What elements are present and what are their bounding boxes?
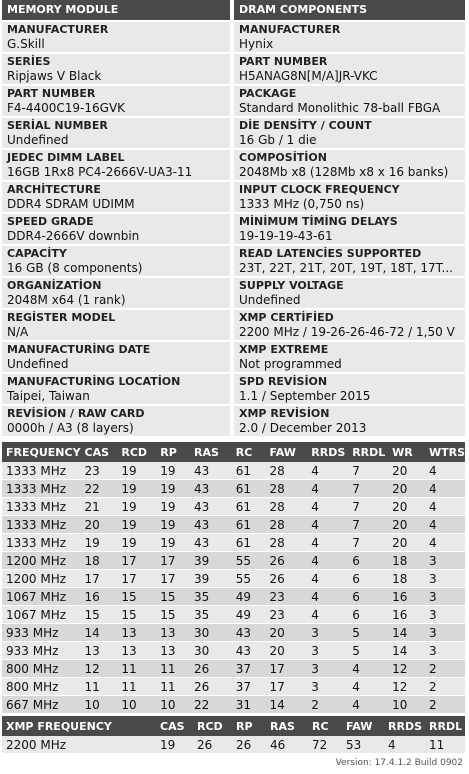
table-cell: 16 (81, 588, 118, 606)
table-cell: 19 (117, 516, 156, 534)
table-cell: 43 (232, 642, 266, 660)
field-value: Standard Monolithic 78-ball FBGA (239, 101, 441, 115)
field-value: 23T, 22T, 21T, 20T, 19T, 18T, 17T... (239, 261, 453, 275)
table-row (2, 696, 465, 714)
field-label: COMPOSİTİON (239, 151, 327, 164)
table-cell: 19 (117, 498, 156, 516)
table-cell: 17 (81, 570, 118, 588)
field-label: DİE DENSİTY / COUNT (239, 119, 372, 132)
memory-module-field (2, 374, 230, 404)
column-header: RP (156, 442, 190, 462)
dram-components-field (234, 86, 465, 116)
memory-module-field (2, 22, 230, 52)
dram-components-field (234, 278, 465, 308)
table-cell: 6 (348, 570, 388, 588)
table-cell: 2 (425, 696, 465, 714)
table-cell: 1067 MHz (2, 588, 81, 606)
field-value: 1333 MHz (0,750 ns) (239, 197, 365, 211)
table-cell: 3 (425, 606, 465, 624)
field-label: REGİSTER MODEL (7, 311, 116, 324)
table-cell: 35 (190, 606, 232, 624)
column-header: WR (388, 442, 425, 462)
table-cell: 2 (425, 678, 465, 696)
memory-module-field (2, 214, 230, 244)
column-header: RAS (190, 442, 232, 462)
table-cell: 4 (307, 606, 348, 624)
field-label: CAPACİTY (7, 247, 67, 260)
table-cell: 43 (190, 480, 232, 498)
table-cell: 4 (425, 498, 465, 516)
table-cell: 23 (265, 588, 307, 606)
table-cell: 1333 MHz (2, 534, 81, 552)
table-row (2, 552, 465, 570)
column-header: RCD (117, 442, 156, 462)
field-value: Undefined (7, 357, 69, 371)
dram-components-field (234, 406, 465, 436)
table-cell: 14 (388, 642, 425, 660)
memory-module-field (2, 310, 230, 340)
field-value: 2200 MHz / 19-26-26-46-72 / 1,50 V (239, 325, 455, 339)
table-cell: 28 (265, 534, 307, 552)
dram-components-title: DRAM COMPONENTS (239, 3, 368, 16)
table-row (2, 588, 465, 606)
table-cell: 3 (425, 570, 465, 588)
field-label: SUPPLY VOLTAGE (239, 279, 344, 292)
table-cell: 14 (388, 624, 425, 642)
table-cell: 3 (307, 642, 348, 660)
column-header: FAW (265, 442, 307, 462)
column-header: RC (308, 716, 342, 736)
memory-module-field (2, 150, 230, 180)
table-cell: 5 (348, 624, 388, 642)
table-cell: 11 (156, 678, 190, 696)
field-value: 16GB 1Rx8 PC4-2666V-UA3-11 (7, 165, 193, 179)
table-row (2, 498, 465, 516)
table-cell: 17 (265, 660, 307, 678)
table-cell: 19 (81, 534, 118, 552)
table-cell: 4 (307, 480, 348, 498)
field-label: MİNİMUM TİMİNG DELAYS (239, 215, 398, 228)
table-cell: 12 (388, 660, 425, 678)
table-cell: 10 (156, 696, 190, 714)
column-header: RRDS (307, 442, 348, 462)
column-header: FAW (342, 716, 384, 736)
column-header: RRDL (425, 716, 465, 736)
table-cell: 61 (232, 534, 266, 552)
field-label: INPUT CLOCK FREQUENCY (239, 183, 400, 196)
table-cell: 20 (388, 480, 425, 498)
table-cell: 4 (307, 588, 348, 606)
table-cell: 20 (388, 516, 425, 534)
table-cell: 37 (232, 678, 266, 696)
table-cell: 7 (348, 480, 388, 498)
memory-module-field (2, 406, 230, 436)
field-value: 0000h / A3 (8 layers) (7, 421, 134, 435)
table-cell: 7 (348, 462, 388, 480)
table-cell: 53 (342, 736, 384, 754)
table-cell: 14 (81, 624, 118, 642)
timing-table (2, 442, 465, 714)
column-header: RCD (193, 716, 232, 736)
table-cell: 26 (265, 552, 307, 570)
table-cell: 17 (117, 552, 156, 570)
column-header: RP (232, 716, 266, 736)
memory-module-field (2, 278, 230, 308)
column-header: XMP FREQUENCY (2, 716, 156, 736)
table-cell: 13 (117, 642, 156, 660)
table-cell: 17 (156, 552, 190, 570)
table-cell: 55 (232, 570, 266, 588)
table-cell: 39 (190, 552, 232, 570)
field-label: MANUFACTURİNG LOCATİON (7, 375, 181, 388)
table-cell: 18 (81, 552, 118, 570)
table-cell: 13 (156, 624, 190, 642)
table-cell: 30 (190, 642, 232, 660)
column-header: RAS (266, 716, 308, 736)
field-value: Hynix (239, 37, 274, 51)
table-row (2, 480, 465, 498)
table-cell: 31 (232, 696, 266, 714)
table-row (2, 736, 465, 754)
dram-components-panel (234, 22, 465, 438)
table-cell: 61 (232, 480, 266, 498)
memory-module-field (2, 246, 230, 276)
table-cell: 43 (190, 498, 232, 516)
table-cell: 15 (156, 606, 190, 624)
table-cell: 22 (190, 696, 232, 714)
dram-components-field (234, 22, 465, 52)
dram-components-header (234, 0, 465, 20)
table-cell: 4 (307, 552, 348, 570)
table-cell: 20 (388, 498, 425, 516)
table-cell: 28 (265, 462, 307, 480)
table-cell: 11 (425, 736, 465, 754)
field-value: G.Skill (7, 37, 45, 51)
table-cell: 3 (425, 642, 465, 660)
table-cell: 1333 MHz (2, 498, 81, 516)
table-cell: 3 (307, 678, 348, 696)
table-cell: 49 (232, 606, 266, 624)
table-cell: 23 (81, 462, 118, 480)
column-header: CAS (81, 442, 118, 462)
xmp-table (2, 716, 465, 754)
table-cell: 4 (348, 678, 388, 696)
table-cell: 49 (232, 588, 266, 606)
memory-module-field (2, 86, 230, 116)
table-cell: 21 (81, 498, 118, 516)
column-header: RRDL (348, 442, 388, 462)
table-row (2, 534, 465, 552)
table-cell: 43 (190, 534, 232, 552)
table-cell: 13 (81, 642, 118, 660)
field-value: 2.0 / December 2013 (239, 421, 367, 435)
table-cell: 4 (348, 660, 388, 678)
table-cell: 2 (307, 696, 348, 714)
table-cell: 7 (348, 498, 388, 516)
field-value: Undefined (239, 293, 301, 307)
table-cell: 28 (265, 516, 307, 534)
memory-module-panel (2, 22, 230, 438)
dram-components-field (234, 246, 465, 276)
table-cell: 2 (425, 660, 465, 678)
memory-module-field (2, 54, 230, 84)
memory-module-header (2, 0, 230, 20)
table-cell: 11 (81, 678, 118, 696)
field-label: SERİAL NUMBER (7, 119, 108, 132)
table-cell: 19 (156, 516, 190, 534)
table-row (2, 624, 465, 642)
table-cell: 20 (81, 516, 118, 534)
table-cell: 39 (190, 570, 232, 588)
table-cell: 1333 MHz (2, 462, 81, 480)
table-cell: 19 (156, 498, 190, 516)
memory-module-field (2, 182, 230, 212)
field-label: MANUFACTURER (239, 23, 341, 36)
table-cell: 19 (117, 462, 156, 480)
table-cell: 30 (190, 624, 232, 642)
field-label: MANUFACTURER (7, 23, 109, 36)
field-value: 16 GB (8 components) (7, 261, 143, 275)
field-label: PART NUMBER (239, 55, 328, 68)
table-cell: 19 (156, 462, 190, 480)
field-value: 2048M x64 (1 rank) (7, 293, 126, 307)
dram-components-field (234, 342, 465, 372)
table-cell: 19 (156, 736, 193, 754)
table-row (2, 660, 465, 678)
table-cell: 17 (265, 678, 307, 696)
table-cell: 20 (388, 462, 425, 480)
dram-components-field (234, 374, 465, 404)
table-cell: 800 MHz (2, 678, 81, 696)
table-cell: 12 (81, 660, 118, 678)
xmp-table-header-row (2, 716, 465, 736)
field-label: ORGANİZATİON (7, 279, 102, 292)
table-cell: 15 (156, 588, 190, 606)
table-cell: 37 (232, 660, 266, 678)
table-cell: 18 (388, 552, 425, 570)
table-cell: 4 (425, 534, 465, 552)
table-row (2, 606, 465, 624)
field-label: READ LATENCİES SUPPORTED (239, 247, 422, 260)
table-cell: 15 (81, 606, 118, 624)
field-value: DDR4 SDRAM UDIMM (7, 197, 135, 211)
table-cell: 17 (156, 570, 190, 588)
column-header: WTRS (425, 442, 465, 462)
table-cell: 4 (307, 570, 348, 588)
field-label: ARCHİTECTURE (7, 183, 101, 196)
table-cell: 933 MHz (2, 624, 81, 642)
table-cell: 6 (348, 606, 388, 624)
table-cell: 11 (156, 660, 190, 678)
table-cell: 26 (190, 678, 232, 696)
field-value: Not programmed (239, 357, 342, 371)
table-cell: 55 (232, 552, 266, 570)
table-cell: 1333 MHz (2, 516, 81, 534)
table-cell: 3 (425, 588, 465, 606)
table-cell: 1067 MHz (2, 606, 81, 624)
table-cell: 5 (348, 642, 388, 660)
table-cell: 11 (117, 660, 156, 678)
table-cell: 17 (117, 570, 156, 588)
field-value: H5ANAG8N[M/A]JR-VKC (239, 69, 378, 83)
column-header: RC (232, 442, 266, 462)
memory-module-title: MEMORY MODULE (7, 3, 119, 16)
table-cell: 800 MHz (2, 660, 81, 678)
table-row (2, 516, 465, 534)
table-row (2, 642, 465, 660)
table-cell: 13 (156, 642, 190, 660)
table-cell: 26 (232, 736, 266, 754)
table-cell: 20 (265, 624, 307, 642)
field-value: 2048Mb x8 (128Mb x8 x 16 banks) (239, 165, 449, 179)
table-cell: 3 (425, 624, 465, 642)
field-value: 16 Gb / 1 die (239, 133, 317, 147)
table-row (2, 462, 465, 480)
field-value: N/A (7, 325, 29, 339)
table-cell: 4 (425, 516, 465, 534)
field-value: 19-19-19-43-61 (239, 229, 333, 243)
field-label: PACKAGE (239, 87, 297, 100)
table-cell: 667 MHz (2, 696, 81, 714)
table-cell: 61 (232, 498, 266, 516)
dram-components-field (234, 310, 465, 340)
table-cell: 15 (117, 606, 156, 624)
table-cell: 10 (117, 696, 156, 714)
field-value: Undefined (7, 133, 69, 147)
table-cell: 22 (81, 480, 118, 498)
table-cell: 20 (388, 534, 425, 552)
table-cell: 4 (307, 462, 348, 480)
table-cell: 10 (388, 696, 425, 714)
field-value: 1.1 / September 2015 (239, 389, 371, 403)
table-cell: 4 (307, 516, 348, 534)
table-cell: 4 (425, 462, 465, 480)
table-cell: 1333 MHz (2, 480, 81, 498)
field-label: MANUFACTURİNG DATE (7, 343, 151, 356)
table-cell: 19 (117, 534, 156, 552)
table-cell: 61 (232, 462, 266, 480)
table-cell: 3 (307, 660, 348, 678)
table-cell: 3 (307, 624, 348, 642)
table-cell: 28 (265, 498, 307, 516)
table-cell: 35 (190, 588, 232, 606)
timing-table-header-row (2, 442, 465, 462)
table-cell: 7 (348, 534, 388, 552)
table-cell: 3 (425, 552, 465, 570)
table-cell: 18 (388, 570, 425, 588)
field-value: Ripjaws V Black (7, 69, 102, 83)
field-value: DDR4-2666V downbin (7, 229, 140, 243)
table-cell: 6 (348, 588, 388, 606)
table-cell: 12 (388, 678, 425, 696)
memory-module-field (2, 118, 230, 148)
table-cell: 43 (190, 516, 232, 534)
table-cell: 933 MHz (2, 642, 81, 660)
field-label: XMP REVİSİON (239, 407, 330, 420)
memory-module-field (2, 342, 230, 372)
table-cell: 16 (388, 606, 425, 624)
dram-components-field (234, 150, 465, 180)
field-label: SERİES (7, 55, 51, 68)
table-cell: 14 (265, 696, 307, 714)
field-label: XMP EXTREME (239, 343, 329, 356)
table-cell: 43 (232, 624, 266, 642)
field-label: XMP CERTİFİED (239, 311, 334, 324)
table-cell: 46 (266, 736, 308, 754)
field-value: Taipei, Taiwan (7, 389, 90, 403)
column-header: FREQUENCY (2, 442, 81, 462)
field-label: JEDEC DIMM LABEL (7, 151, 125, 164)
table-cell: 19 (156, 480, 190, 498)
table-cell: 13 (117, 624, 156, 642)
table-cell: 1200 MHz (2, 570, 81, 588)
field-label: PART NUMBER (7, 87, 96, 100)
table-cell: 4 (425, 480, 465, 498)
table-cell: 4 (384, 736, 425, 754)
table-cell: 19 (156, 534, 190, 552)
table-cell: 43 (190, 462, 232, 480)
table-cell: 26 (190, 660, 232, 678)
table-cell: 28 (265, 480, 307, 498)
table-cell: 16 (388, 588, 425, 606)
version-footer: Version: 17.4.1.2 Build 0902 (335, 758, 463, 768)
table-cell: 10 (81, 696, 118, 714)
table-cell: 2200 MHz (2, 736, 156, 754)
field-label: SPEED GRADE (7, 215, 94, 228)
table-cell: 4 (307, 498, 348, 516)
table-cell: 15 (117, 588, 156, 606)
table-cell: 4 (348, 696, 388, 714)
dram-components-field (234, 214, 465, 244)
table-cell: 23 (265, 606, 307, 624)
table-cell: 7 (348, 516, 388, 534)
table-row (2, 570, 465, 588)
table-cell: 11 (117, 678, 156, 696)
field-label: REVİSİON / RAW CARD (7, 407, 145, 420)
table-row (2, 678, 465, 696)
dram-components-field (234, 54, 465, 84)
table-cell: 26 (265, 570, 307, 588)
table-cell: 4 (307, 534, 348, 552)
column-header: RRDS (384, 716, 425, 736)
table-cell: 1200 MHz (2, 552, 81, 570)
column-header: CAS (156, 716, 193, 736)
table-cell: 6 (348, 552, 388, 570)
field-value: F4-4400C19-16GVK (7, 101, 126, 115)
table-cell: 72 (308, 736, 342, 754)
field-label: SPD REVİSİON (239, 375, 328, 388)
table-cell: 26 (193, 736, 232, 754)
table-cell: 19 (117, 480, 156, 498)
dram-components-field (234, 182, 465, 212)
dram-components-field (234, 118, 465, 148)
table-cell: 20 (265, 642, 307, 660)
table-cell: 61 (232, 516, 266, 534)
